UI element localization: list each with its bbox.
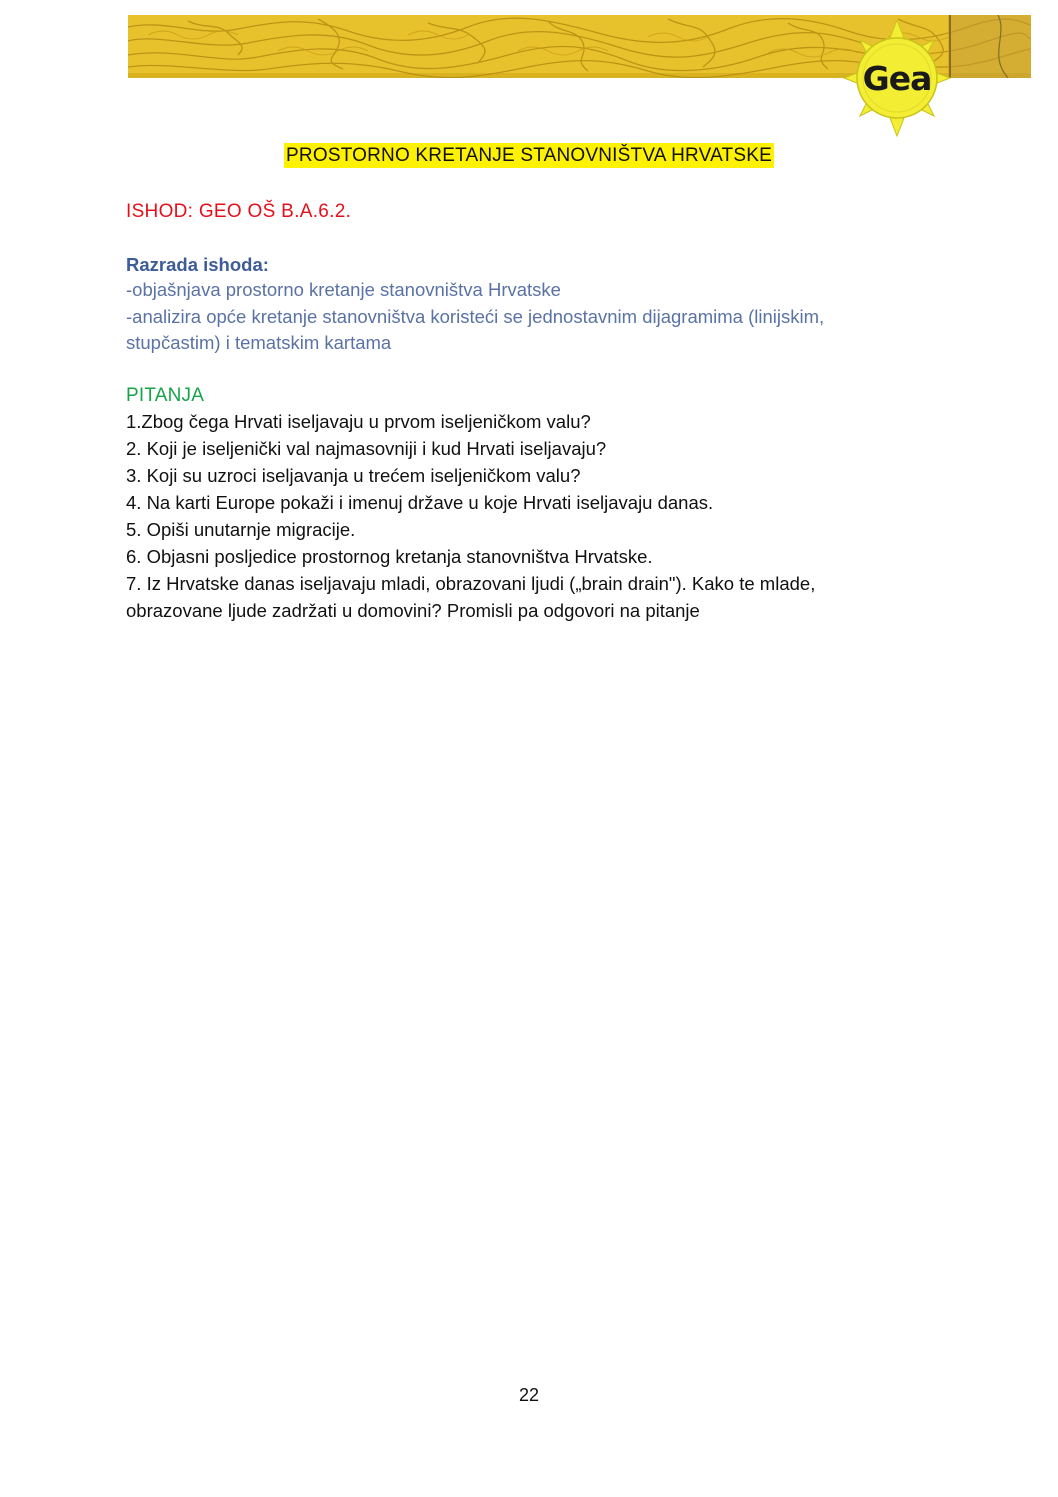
question-item: 7. Iz Hrvatske danas iseljavaju mladi, obrazovani ljudi („brain drain"). Kako te mlade, (126, 573, 816, 594)
logo-text: Gea (862, 59, 932, 98)
gea-logo (842, 18, 952, 138)
razrada-section (126, 252, 946, 357)
ishod-label: ISHOD: GEO OŠ B.A.6.2. (126, 201, 352, 222)
pitanja-heading: PITANJA (126, 385, 205, 406)
question-item: 1.Zbog čega Hrvati iseljavaju u prvom iseljeničkom valu? (126, 411, 591, 432)
title-container (0, 143, 1058, 168)
razrada-heading: Razrada ishoda: (126, 254, 269, 275)
question-item: 6. Objasni posljedice prostornog kretanja stanovništva Hrvatske. (126, 546, 653, 567)
razrada-line: -objašnjava prostorno kretanje stanovništva Hrvatske (126, 279, 561, 300)
question-item: 5. Opiši unutarnje migracije. (126, 519, 356, 540)
page-number: 22 (518, 1385, 540, 1405)
question-item: 4. Na karti Europe pokaži i imenuj države u koje Hrvati iseljavaju danas. (126, 492, 714, 513)
question-item: 3. Koji su uzroci iseljavanja u trećem iseljeničkom valu? (126, 465, 581, 486)
pitanja-section (126, 383, 946, 624)
razrada-line: stupčastim) i tematskim kartama (126, 332, 392, 353)
sun-logo-icon (842, 18, 952, 138)
page-title: PROSTORNO KRETANJE STANOVNIŠTVA HRVATSKE (286, 145, 772, 166)
question-item: obrazovane ljude zadržati u domovini? Promisli pa odgovori na pitanje (126, 600, 700, 621)
question-item: 2. Koji je iseljenički val najmasovniji i kud Hrvati iseljavaju? (126, 438, 607, 459)
razrada-line: -analizira opće kretanje stanovništva koristeći se jednostavnim dijagramima (linijskim, (126, 305, 825, 327)
